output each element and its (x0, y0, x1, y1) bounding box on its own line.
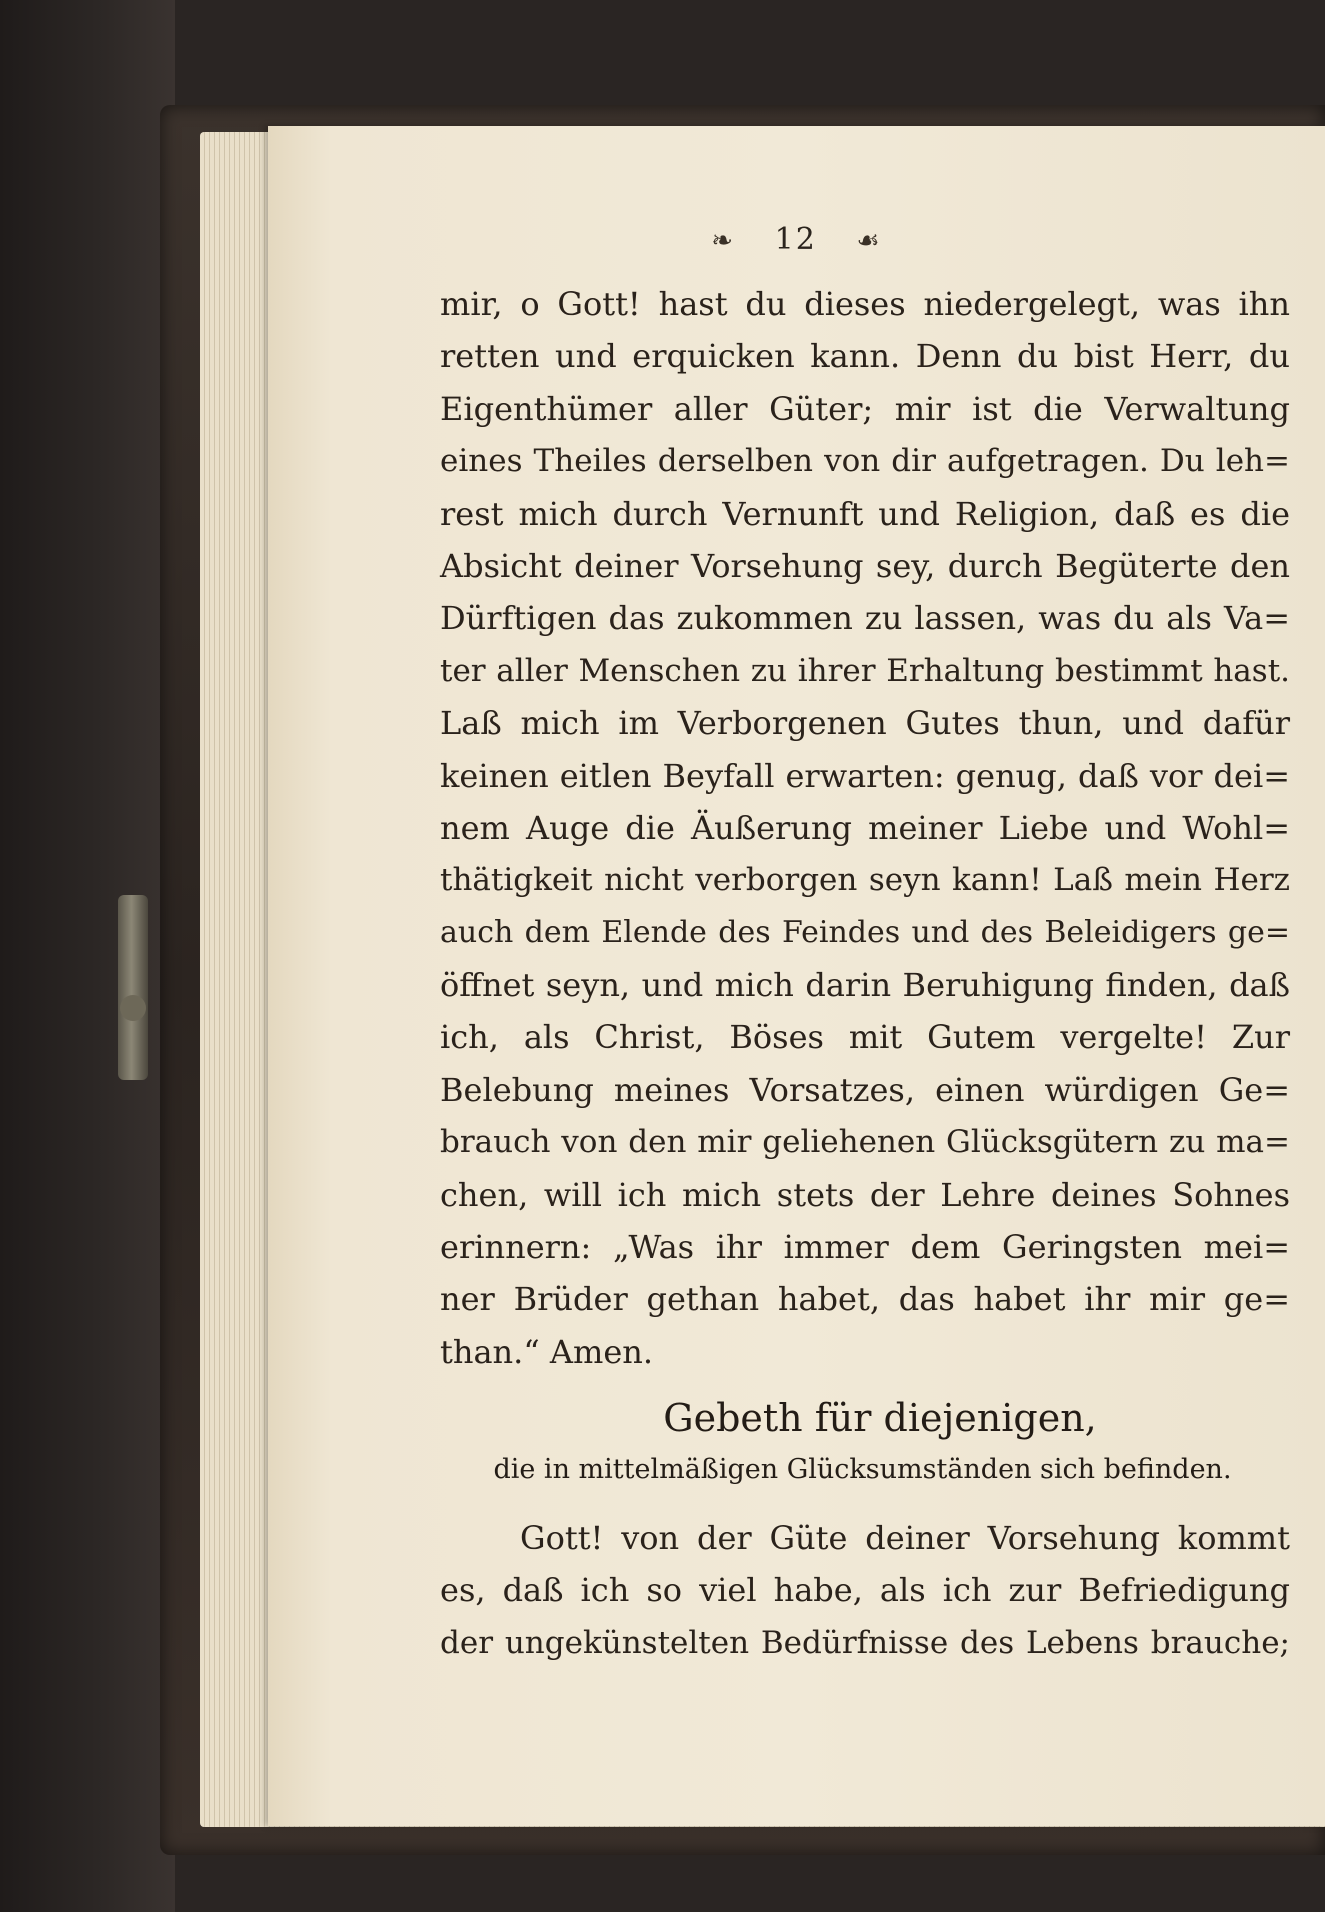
text-line: Dürftigen das zukommen zu lassen, was du als Va= (440, 599, 1290, 638)
text-line: nem Auge die Äußerung meiner Liebe und Wohl= (440, 808, 1290, 847)
text-line: thätigkeit nicht verborgen seyn kann! Laß mein Herz (440, 862, 1290, 899)
text-line: erinnern: „Was ihr immer dem Geringsten mei= (440, 1228, 1290, 1267)
body-text (440, 278, 1290, 1378)
page-header (268, 222, 1325, 272)
text-line: Belebung meines Vorsatzes, einen würdigen Ge= (440, 1070, 1290, 1109)
clasp-knob (120, 995, 146, 1021)
text-line: Gott! von der Güte deiner Vorsehung kommt (520, 1519, 1290, 1557)
text-line: es, daß ich so viel habe, als ich zur Befriedigung (440, 1571, 1290, 1610)
text-line: Laß mich im Verborgenen Gutes thun, und dafür (440, 704, 1290, 743)
text-line: eines Theiles derselben von dir aufgetragen. Du leh= (440, 443, 1290, 480)
text-line: mir, o Gott! hast du dieses niedergelegt, was ihn (440, 285, 1290, 323)
book-clasp (118, 895, 148, 1080)
text-line: auch dem Elende des Feindes und des Beleidigers ge= (440, 914, 1290, 950)
background (0, 0, 175, 1912)
text-line: brauch von den mir geliehenen Glücksgütern zu ma= (440, 1124, 1290, 1161)
text-line: keinen eitlen Beyfall erwarten: genug, daß vor dei= (440, 756, 1290, 795)
text-line: Absicht deiner Vorsehung sey, durch Begüterte den (440, 546, 1290, 585)
ornament-left-icon: ❧ (711, 226, 736, 256)
text-line: rest mich durch Vernunft und Religion, daß es die (440, 494, 1290, 533)
ornament-right-icon: ☙ (856, 226, 882, 256)
text-line: der ungekünstelten Bedürfnisse des Lebens brauche; (440, 1624, 1290, 1661)
text-line: öffnet seyn, und mich darin Beruhigung finden, daß (440, 966, 1290, 1005)
section-title: Gebeth für diejenigen, (663, 1396, 1097, 1440)
text-line: ich, als Christ, Böses mit Gutem vergelte! Zur (440, 1018, 1290, 1057)
text-line: than.“ Amen. (440, 1332, 654, 1371)
section-text (440, 1512, 1290, 1669)
text-line: Eigenthümer aller Güter; mir ist die Verwaltung (440, 389, 1290, 428)
page-number: 12 (774, 222, 817, 257)
text-line: ter aller Menschen zu ihrer Erhaltung bestimmt hast. (440, 652, 1290, 689)
text-line: ner Brüder gethan habet, das habet ihr mir ge= (440, 1280, 1290, 1319)
text-line: retten und erquicken kann. Denn du bist Herr, du (440, 337, 1290, 376)
text-line: chen, will ich mich stets der Lehre deines Sohnes (440, 1175, 1290, 1214)
section-subtitle: die in mittelmäßigen Glücksumständen sich befinden. (493, 1454, 1232, 1485)
